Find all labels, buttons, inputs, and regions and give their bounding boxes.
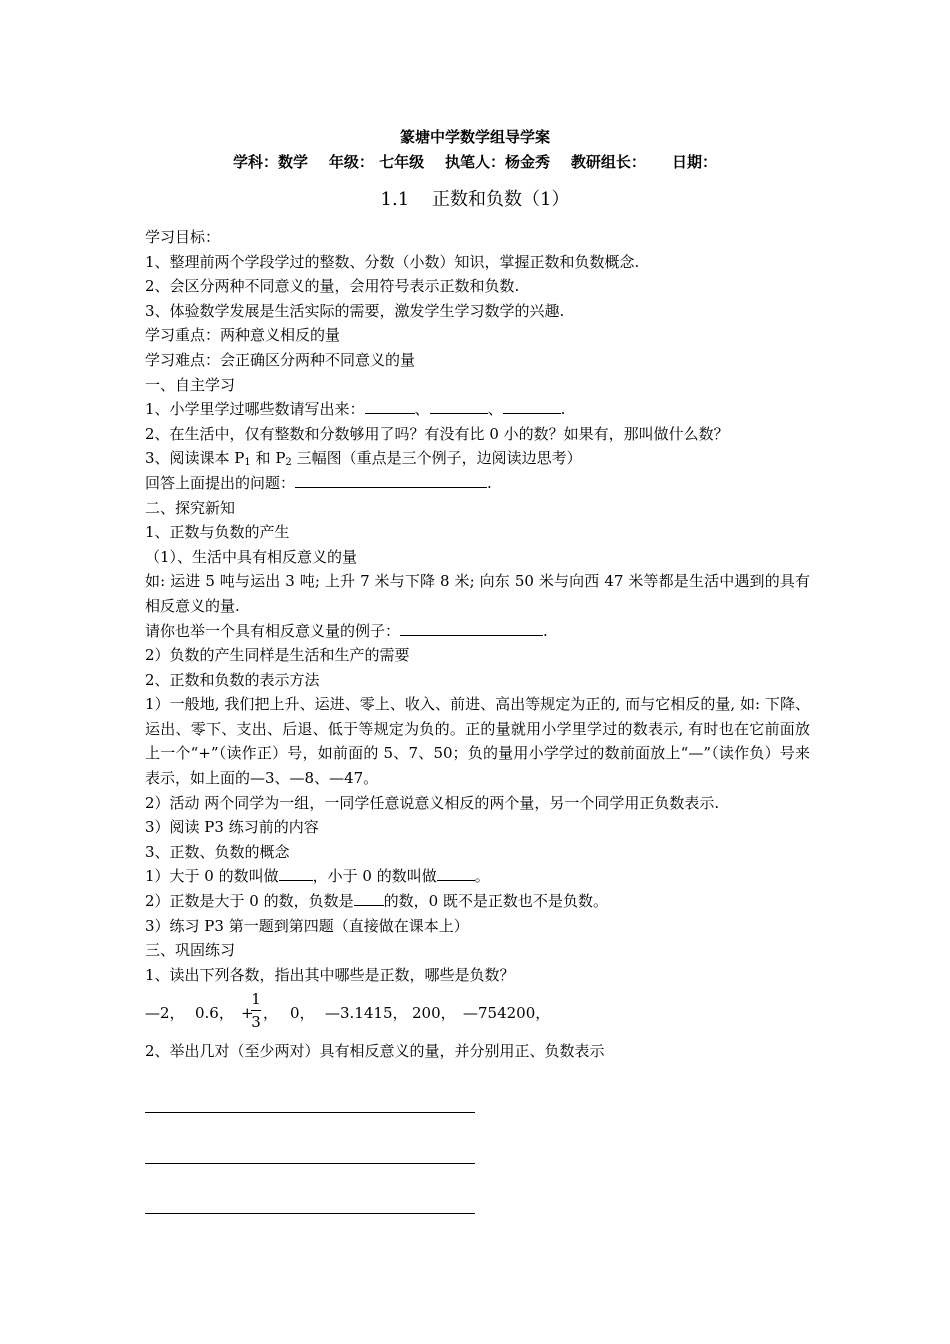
number-item: ， xyxy=(263,1004,279,1023)
separator: 、 xyxy=(487,400,503,419)
section3-q2: 2、举出几对（至少两对）具有相反意义的量，并分别用正、负数表示 xyxy=(145,1042,605,1061)
concept-line-1 xyxy=(145,864,810,889)
p12-text: 的数，0 既不是正数也不是负数。 xyxy=(383,892,608,911)
section3-q1: 1、读出下列各数，指出其中哪些是正数，哪些是负数？ xyxy=(145,965,515,984)
q3-text: 3、阅读课本 P xyxy=(145,449,245,468)
answer-blank[interactable] xyxy=(437,864,475,881)
period: . xyxy=(543,621,548,640)
para: 3）阅读 P3 练习前的内容 xyxy=(145,818,319,837)
objectives-heading: 学习目标： xyxy=(145,228,221,246)
section1-q3 xyxy=(145,446,810,471)
number-item: 200， xyxy=(412,1004,456,1023)
q1-text: 1、小学里学过哪些数请写出来： xyxy=(145,400,365,419)
school-title: 篆塘中学数学组导学案 xyxy=(399,128,550,146)
para: 3、正数、负数的概念 xyxy=(145,842,290,861)
para: 2）活动 两个同学为一组，一同学任意说意义相反的两个量，另一个同学用正负数表示. xyxy=(145,793,720,812)
q4-text: 回答上面提出的问题： xyxy=(145,473,296,492)
answer-blank[interactable] xyxy=(503,397,561,414)
p11-text: 1）大于 0 的数叫做 xyxy=(145,867,279,886)
p4-text: 请你也举一个具有相反意义量的例子： xyxy=(145,621,401,640)
answer-line[interactable] xyxy=(145,1112,475,1113)
period: . xyxy=(487,473,492,492)
para: 3）练习 P3 第一题到第四题（直接做在课本上） xyxy=(145,916,469,935)
para: 1、正数与负数的产生 xyxy=(145,523,290,542)
answer-blank[interactable] xyxy=(279,864,313,881)
number-item: —2， xyxy=(145,1004,185,1023)
para: 2）负数的产生同样是生活和生产的需要 xyxy=(145,646,410,665)
number-item: —3.1415， xyxy=(325,1004,408,1023)
section3-heading: 三、巩固练习 xyxy=(145,941,236,960)
answer-blank[interactable] xyxy=(430,397,488,414)
separator: 、 xyxy=(414,400,430,419)
para: （1）、生活中具有相反意义的量 xyxy=(145,547,358,566)
answer-line[interactable] xyxy=(145,1213,475,1214)
fraction xyxy=(251,989,261,1032)
answer-blank[interactable] xyxy=(295,471,487,488)
key-point: 学习重点：两种意义相反的量 xyxy=(145,326,341,345)
fraction-denominator: 3 xyxy=(251,1013,261,1032)
period: . xyxy=(560,400,566,419)
para-example: 如: 运进 5 吨与运出 3 吨; 上升 7 米与下降 8 米; 向东 50 米与向西 47 米等都是生活中遇到的具有相反意义的量. xyxy=(145,572,810,615)
number-item: 0， xyxy=(290,1004,315,1023)
subscript: 1 xyxy=(244,457,251,469)
number-item: + xyxy=(241,1004,254,1023)
section1-q4 xyxy=(145,471,810,496)
section1-heading: 一、自主学习 xyxy=(145,375,236,394)
p11-text: ，小于 0 的数叫做 xyxy=(312,867,437,886)
section2-heading: 二、探究新知 xyxy=(145,498,236,517)
answer-line[interactable] xyxy=(145,1163,475,1164)
subscript: 2 xyxy=(285,457,292,469)
number-item: —754200， xyxy=(463,1004,551,1023)
q3-text: 和 P xyxy=(250,449,286,468)
answer-blank[interactable] xyxy=(365,397,415,414)
fraction-bar xyxy=(251,1010,261,1011)
meta-line: 学科：数学 年级： 七年级 执笔人：杨金秀 教研组长： 日期： xyxy=(232,153,717,171)
para-explanation: 1）一般地, 我们把上升、运进、零上、收入、前进、高出等规定为正的, 而与它相反的量, 如: 下降、运出、零下、支出、后退、低于等规定为负的。正的量就用小学里学过的数表示, 有时也在它前面放上一个“+”（读作正）号，如前面的 5、7、50；负的量用小学学过的数前面放上“—”（读作负）号来表示，如上面的—3、—8、—47。 xyxy=(145,695,810,788)
fraction-numerator: 1 xyxy=(251,990,261,1009)
difficulty: 学习难点：会正确区分两种不同意义的量 xyxy=(145,350,416,369)
objective-item: 1、整理前两个学段学过的整数、分数（小数）知识，掌握正数和负数概念. xyxy=(145,252,640,271)
lesson-title: 1.1 正数和负数（1） xyxy=(380,189,570,210)
number-item: 0.6， xyxy=(195,1004,234,1023)
section1-q2: 2、在生活中，仅有整数和分数够用了吗？有没有比 0 小的数？如果有，那叫做什么数？ xyxy=(145,424,729,443)
section1-q1 xyxy=(145,397,810,422)
p12-text: 2）正数是大于 0 的数，负数是 xyxy=(145,892,354,911)
para: 2、正数和负数的表示方法 xyxy=(145,670,320,689)
q3-text: 三幅图（重点是三个例子，边阅读边思考） xyxy=(291,449,582,468)
answer-blank[interactable] xyxy=(400,619,543,636)
document-body xyxy=(145,225,810,1064)
objective-item: 2、会区分两种不同意义的量，会用符号表示正数和负数. xyxy=(145,277,520,296)
objective-item: 3、体验数学发展是生活实际的需要，激发学生学习数学的兴趣. xyxy=(145,301,565,320)
para-example-prompt xyxy=(145,619,810,644)
answer-blank[interactable] xyxy=(354,889,384,906)
p11-text: 。 xyxy=(474,867,490,886)
number-list xyxy=(145,987,810,1039)
concept-line-2 xyxy=(145,889,810,914)
